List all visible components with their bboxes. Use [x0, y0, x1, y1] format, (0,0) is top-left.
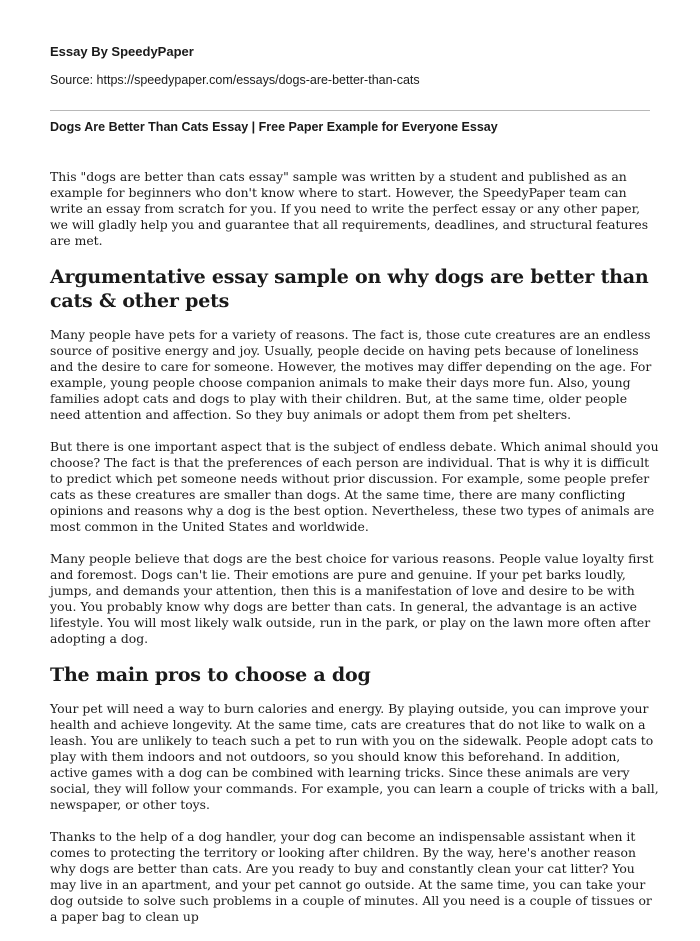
body-paragraph: Many people believe that dogs are the best choice for various reasons. People value loyalty first and foremost. Dogs can't lie. Their emotions are pure and genuine. If your pet barks loudly, jumps, and demands your attention, then this is a manifestation of love and desire to be with you. You probably know why dogs are better than cats. In general, the advantage is an active lifestyle. You will most likely walk outside, run in the park, or play on the lawn more often after adopting a dog. — [50, 551, 654, 646]
body-paragraph: Thanks to the help of a dog handler, your dog can become an indispensable assistant when it comes to protecting the territory or looking after children. By the way, here's another reason why dogs are better than cats. Are you ready to buy and constantly clean your cat litter? You may live in an apartment, and your pet cannot go outside. At the same time, you can take your dog outside to solve such problems in a couple of minutes. All you need is a couple of tissues or a paper bag to clean up — [50, 829, 652, 924]
header-divider — [50, 110, 650, 111]
brand-label: Essay By SpeedyPaper — [50, 44, 194, 59]
body-paragraph: Many people have pets for a variety of reasons. The fact is, those cute creatures are an endless source of positive energy and joy. Usually, people decide on having pets because of loneliness and the desire to care for someone. However, the motives may differ depending on the age. For example, young people choose companion animals to make their days more fun. Also, young families adopt cats and dogs to play with their children. But, at the same time, older people need attention and affection. So they buy animals or adopt them from pet shelters. — [50, 327, 652, 422]
section-heading-pros: The main pros to choose a dog — [50, 664, 371, 686]
intro-paragraph: This "dogs are better than cats essay" sample was written by a student and published as an example for beginners who don't know where to start. However, the SpeedyPaper team can write an essay from scratch for you. If you need to write the perfect essay or any other paper, we will gladly help you and guarantee that all requirements, deadlines, and structural features are met. — [50, 169, 649, 248]
document-title: Dogs Are Better Than Cats Essay | Free Paper Example for Everyone Essay — [50, 120, 498, 134]
section-heading-argumentative: Argumentative essay sample on why dogs are better than cats & other pets — [50, 266, 649, 312]
body-paragraph: But there is one important aspect that is the subject of endless debate. Which animal should you choose? The fact is that the preferences of each person are individual. That is why it is difficult to predict which pet someone needs without prior discussion. For example, some people prefer cats as these creatures are smaller than dogs. At the same time, there are many conflicting opinions and reasons why a dog is the best option. Nevertheless, these two types of animals are most common in the United States and worldwide. — [50, 439, 659, 534]
body-paragraph: Your pet will need a way to burn calories and energy. By playing outside, you can improve your health and achieve longevity. At the same time, cats are creatures that do not like to walk on a leash. You are unlikely to teach such a pet to run with you on the sidewalk. People adopt cats to play with them indoors and not outdoors, so you should know this beforehand. In addition, active games with a dog can be combined with learning tricks. Since these animals are very social, they will follow your commands. For example, you can learn a couple of tricks with a ball, newspaper, or other toys. — [50, 701, 659, 812]
source-link[interactable]: Source: https://speedypaper.com/essays/dogs-are-better-than-cats — [50, 73, 420, 87]
essay-body — [50, 169, 660, 941]
